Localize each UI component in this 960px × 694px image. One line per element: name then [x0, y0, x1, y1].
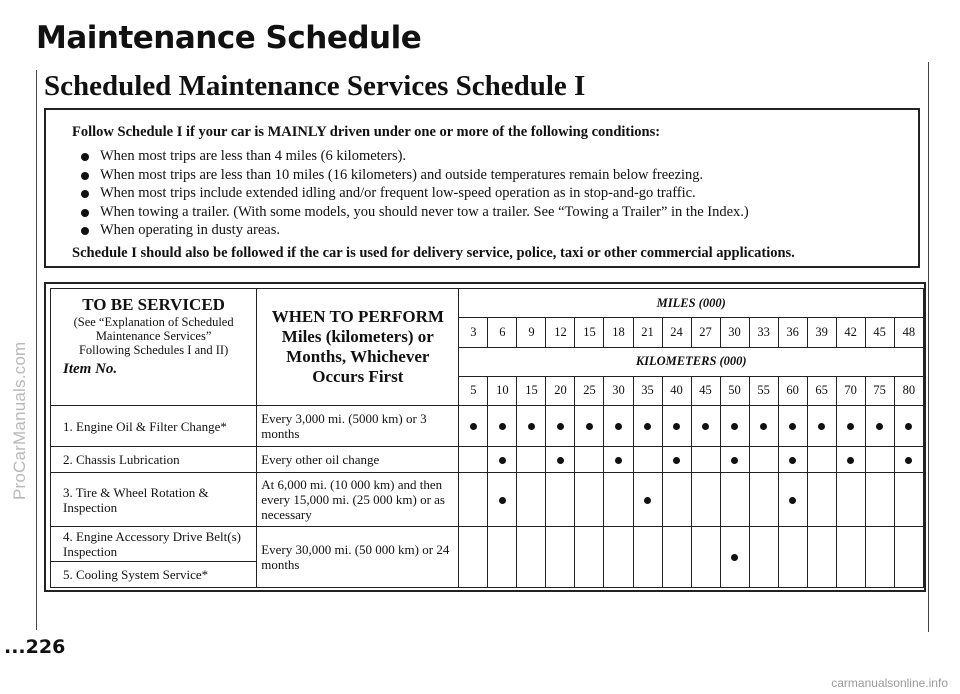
schedule-cell: [488, 473, 517, 527]
service-name: 5. Cooling System Service*: [51, 561, 257, 587]
km-cell: 5: [459, 376, 488, 405]
schedule-cell: [749, 473, 778, 527]
schedule-cell: [575, 473, 604, 527]
miles-cell: 48: [894, 318, 923, 347]
miles-cell: 36: [778, 318, 807, 347]
schedule-cell: [807, 406, 836, 447]
header-when-to-perform: [257, 289, 459, 406]
service-dot: [876, 423, 883, 430]
miles-cell: 21: [633, 318, 662, 347]
schedule-cell: [575, 447, 604, 473]
miles-cell: 27: [691, 318, 720, 347]
service-dot: [731, 457, 738, 464]
service-interval: Every 3,000 mi. (5000 km) or 3 months: [257, 406, 459, 447]
km-cell: 55: [749, 376, 778, 405]
km-cell: 40: [662, 376, 691, 405]
schedule-cell: [691, 447, 720, 473]
miles-cell: 6: [488, 318, 517, 347]
miles-cell: 9: [517, 318, 546, 347]
service-dot: [731, 554, 738, 561]
table-row: [51, 473, 924, 527]
miles-cell: 12: [546, 318, 575, 347]
km-cell: 45: [691, 376, 720, 405]
schedule-cell: [604, 473, 633, 527]
miles-cell: 33: [749, 318, 778, 347]
table-row: [51, 527, 924, 562]
schedule-cell: [546, 406, 575, 447]
km-cell: 30: [604, 376, 633, 405]
service-name: 4. Engine Accessory Drive Belt(s) Inspection: [51, 527, 257, 562]
service-dot: [499, 497, 506, 504]
schedule-cell: [691, 527, 720, 588]
service-name: 3. Tire & Wheel Rotation & Inspection: [51, 473, 257, 527]
schedule-cell: [633, 527, 662, 588]
schedule-cell: [894, 447, 923, 473]
service-dot: [760, 423, 767, 430]
miles-cell: 39: [807, 318, 836, 347]
schedule-cell: [691, 406, 720, 447]
service-dot: [673, 457, 680, 464]
km-cell: 35: [633, 376, 662, 405]
table-row: [51, 447, 924, 473]
item-no-label: Item No.: [63, 361, 118, 377]
schedule-cell: [807, 473, 836, 527]
service-name: 1. Engine Oil & Filter Change*: [51, 406, 257, 447]
km-cell: 25: [575, 376, 604, 405]
service-dot: [644, 423, 651, 430]
miles-cell: 42: [836, 318, 865, 347]
km-cell: 70: [836, 376, 865, 405]
to-be-serviced-title: TO BE SERVICED: [82, 295, 225, 314]
schedule-cell: [894, 406, 923, 447]
service-dot: [789, 497, 796, 504]
when-to-perform-title: WHEN TO PERFORM Miles (kilometers) or Months, Whichever Occurs First: [271, 307, 444, 386]
km-cell: 50: [720, 376, 749, 405]
schedule-cell: [836, 447, 865, 473]
schedule-cell: [778, 473, 807, 527]
service-dot: [615, 423, 622, 430]
page-number: ...226: [4, 636, 66, 658]
miles-cell: 18: [604, 318, 633, 347]
service-dot: [644, 497, 651, 504]
schedule-cell: [807, 527, 836, 588]
schedule-cell: [517, 447, 546, 473]
km-cell: 20: [546, 376, 575, 405]
conditions-list: [72, 147, 902, 240]
schedule-cell: [546, 447, 575, 473]
schedule-cell: [720, 447, 749, 473]
schedule-cell: [662, 447, 691, 473]
service-dot: [528, 423, 535, 430]
schedule-cell: [575, 406, 604, 447]
miles-cell: 3: [459, 318, 488, 347]
schedule-cell: [604, 447, 633, 473]
schedule-cell: [633, 406, 662, 447]
service-dot: [557, 423, 564, 430]
conditions-intro: Follow Schedule I if your car is MAINLY driven under one or more of the following conditions:: [72, 124, 661, 140]
service-dot: [789, 423, 796, 430]
km-cell: 80: [894, 376, 923, 405]
condition-item: When most trips include extended idling and/or frequent low-speed operation as in stop-and-go traffic.: [72, 184, 902, 203]
service-interval: Every 30,000 mi. (50 000 km) or 24 months: [257, 527, 459, 588]
miles-cell: 30: [720, 318, 749, 347]
schedule-cell: [488, 406, 517, 447]
schedule-cell: [691, 473, 720, 527]
schedule-cell: [633, 473, 662, 527]
service-dot: [586, 423, 593, 430]
schedule-cell: [604, 527, 633, 588]
schedule-cell: [575, 527, 604, 588]
schedule-cell: [459, 473, 488, 527]
schedule-cell: [517, 473, 546, 527]
schedule-cell: [459, 406, 488, 447]
km-cell: 65: [807, 376, 836, 405]
service-dot: [673, 423, 680, 430]
schedule-cell: [807, 447, 836, 473]
schedule-cell: [836, 406, 865, 447]
schedule-cell: [546, 473, 575, 527]
service-dot: [615, 457, 622, 464]
schedule-cell: [633, 447, 662, 473]
service-dot: [818, 423, 825, 430]
schedule-cell: [720, 406, 749, 447]
schedule-cell: [778, 527, 807, 588]
service-dot: [905, 423, 912, 430]
km-cell: 75: [865, 376, 894, 405]
condition-item: When most trips are less than 4 miles (6 kilometers).: [72, 147, 902, 166]
schedule-cell: [546, 527, 575, 588]
km-cell: 15: [517, 376, 546, 405]
km-header: KILOMETERS (000): [459, 347, 924, 376]
to-be-serviced-note: (See “Explanation of Scheduled Maintenance Services” Following Schedules I and II): [73, 315, 234, 357]
page-title: Maintenance Schedule: [36, 20, 422, 56]
service-dot: [470, 423, 477, 430]
left-rule: [36, 70, 37, 630]
service-dot: [847, 423, 854, 430]
miles-header: MILES (000): [459, 289, 924, 318]
schedule-cell: [778, 406, 807, 447]
miles-cell: 15: [575, 318, 604, 347]
schedule-cell: [488, 447, 517, 473]
schedule-cell: [778, 447, 807, 473]
schedule-cell: [517, 406, 546, 447]
schedule-cell: [662, 473, 691, 527]
schedule-cell: [749, 447, 778, 473]
condition-item: When most trips are less than 10 miles (16 kilometers) and outside temperatures remain below freezing.: [72, 166, 902, 185]
schedule-cell: [894, 473, 923, 527]
schedule-cell: [662, 406, 691, 447]
footer-url: carmanualsonline.info: [831, 676, 948, 690]
service-dot: [847, 457, 854, 464]
km-cell: 10: [488, 376, 517, 405]
section-title: Scheduled Maintenance Services Schedule I: [44, 70, 586, 102]
table-row: [51, 406, 924, 447]
service-interval: Every other oil change: [257, 447, 459, 473]
schedule-cell: [865, 527, 894, 588]
schedule-cell: [749, 527, 778, 588]
service-dot: [731, 423, 738, 430]
schedule-cell: [865, 447, 894, 473]
schedule-cell: [604, 406, 633, 447]
schedule-cell: [720, 527, 749, 588]
conditions-outro: Schedule I should also be followed if the car is used for delivery service, police, taxi or other commercial applications.: [72, 244, 795, 261]
schedule-table: [50, 288, 924, 588]
conditions-box: [44, 108, 920, 268]
schedule-box: [44, 282, 926, 592]
condition-item: When operating in dusty areas.: [72, 221, 902, 240]
schedule-cell: [749, 406, 778, 447]
schedule-cell: [720, 473, 749, 527]
schedule-cell: [894, 527, 923, 588]
service-dot: [905, 457, 912, 464]
right-rule: [928, 62, 929, 632]
service-dot: [499, 423, 506, 430]
schedule-cell: [459, 447, 488, 473]
miles-cell: 24: [662, 318, 691, 347]
watermark-text: ProCarManuals.com: [10, 341, 29, 500]
km-cell: 60: [778, 376, 807, 405]
schedule-cell: [459, 527, 488, 588]
schedule-cell: [488, 527, 517, 588]
service-dot: [789, 457, 796, 464]
condition-item: When towing a trailer. (With some models, you should never tow a trailer. See “Towing a Trailer” in the Index.): [72, 203, 902, 222]
service-dot: [702, 423, 709, 430]
schedule-cell: [865, 473, 894, 527]
schedule-cell: [517, 527, 546, 588]
miles-cell: 45: [865, 318, 894, 347]
schedule-cell: [836, 473, 865, 527]
schedule-cell: [865, 406, 894, 447]
schedule-cell: [836, 527, 865, 588]
service-name: 2. Chassis Lubrication: [51, 447, 257, 473]
header-to-be-serviced: [51, 289, 257, 406]
schedule-cell: [662, 527, 691, 588]
service-interval: At 6,000 mi. (10 000 km) and then every 15,000 mi. (25 000 km) or as necessary: [257, 473, 459, 527]
service-dot: [557, 457, 564, 464]
service-dot: [499, 457, 506, 464]
